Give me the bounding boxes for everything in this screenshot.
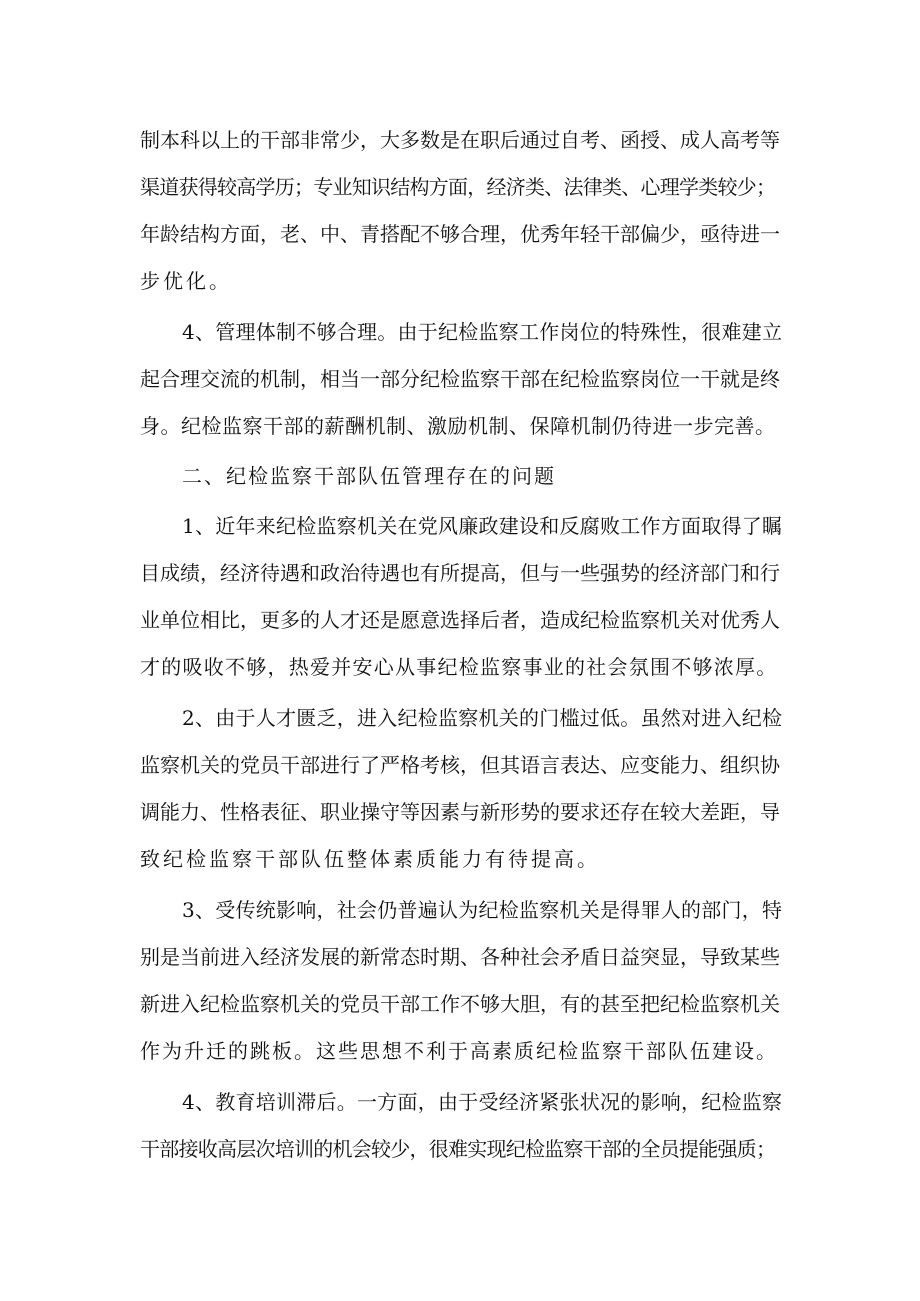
- text-line: 别是当前进入经济发展的新常态时期、各种社会矛盾日益突显，导致某些: [140, 945, 780, 969]
- text-line: 4、管理体制不够合理。由于纪检监察工作岗位的特殊性，很难建立: [182, 320, 783, 344]
- text-line: 身。纪检监察干部的薪酬机制、激励机制、保障机制仍待进一步完善。: [140, 414, 776, 438]
- text-line: 致纪检监察干部队伍整体素质能力有待提高。: [140, 847, 600, 871]
- text-line: 年龄结构方面，老、中、青搭配不够合理，优秀年轻干部偏少，亟待进一: [140, 222, 780, 246]
- text-line: 监察机关的党员干部进行了严格考核，但其语言表达、应变能力、组织协: [140, 753, 780, 777]
- text-line: 制本科以上的干部非常少，大多数是在职后通过自考、函授、成人高考等: [140, 128, 780, 152]
- text-line: 新进入纪检监察机关的党员干部工作不够大胆，有的甚至把纪检监察机关: [140, 992, 780, 1016]
- text-line: 业单位相比，更多的人才还是愿意选择后者，造成纪检监察机关对优秀人: [140, 608, 780, 632]
- text-line: 1、近年来纪检监察机关在党风廉政建设和反腐败工作方面取得了瞩: [182, 514, 783, 538]
- text-line: 才的吸收不够，热爱并安心从事纪检监察事业的社会氛围不够浓厚。: [140, 655, 778, 679]
- text-line: 作为升迁的跳板。这些思想不利于高素质纪检监察干部队伍建设。: [140, 1039, 778, 1063]
- text-line: 3、受传统影响，社会仍普遍认为纪检监察机关是得罪人的部门，特: [182, 898, 783, 922]
- text-line: 起合理交流的机制，相当一部分纪检监察干部在纪检监察岗位一干就是终: [140, 367, 780, 391]
- text-line: 步优化。: [140, 269, 232, 293]
- text-line: 渠道获得较高学历；专业知识结构方面，经济类、法律类、心理学类较少；: [140, 175, 776, 199]
- text-line: 目成绩，经济待遇和政治待遇也有所提高，但与一些强势的经济部门和行: [140, 561, 780, 585]
- text-line: 2、由于人才匮乏，进入纪检监察机关的门槛过低。虽然对进入纪检: [182, 706, 783, 730]
- text-line: 干部接收高层次培训的机会较少，很难实现纪检监察干部的全员提能强质；: [140, 1137, 776, 1161]
- text-line: 调能力、性格表征、职业操守等因素与新形势的要求还存在较大差距，导: [140, 800, 780, 824]
- section-heading: 二、纪检监察干部队伍管理存在的问题: [182, 464, 556, 488]
- text-line: 4、教育培训滞后。一方面，由于受经济紧张状况的影响，纪检监察: [182, 1090, 783, 1114]
